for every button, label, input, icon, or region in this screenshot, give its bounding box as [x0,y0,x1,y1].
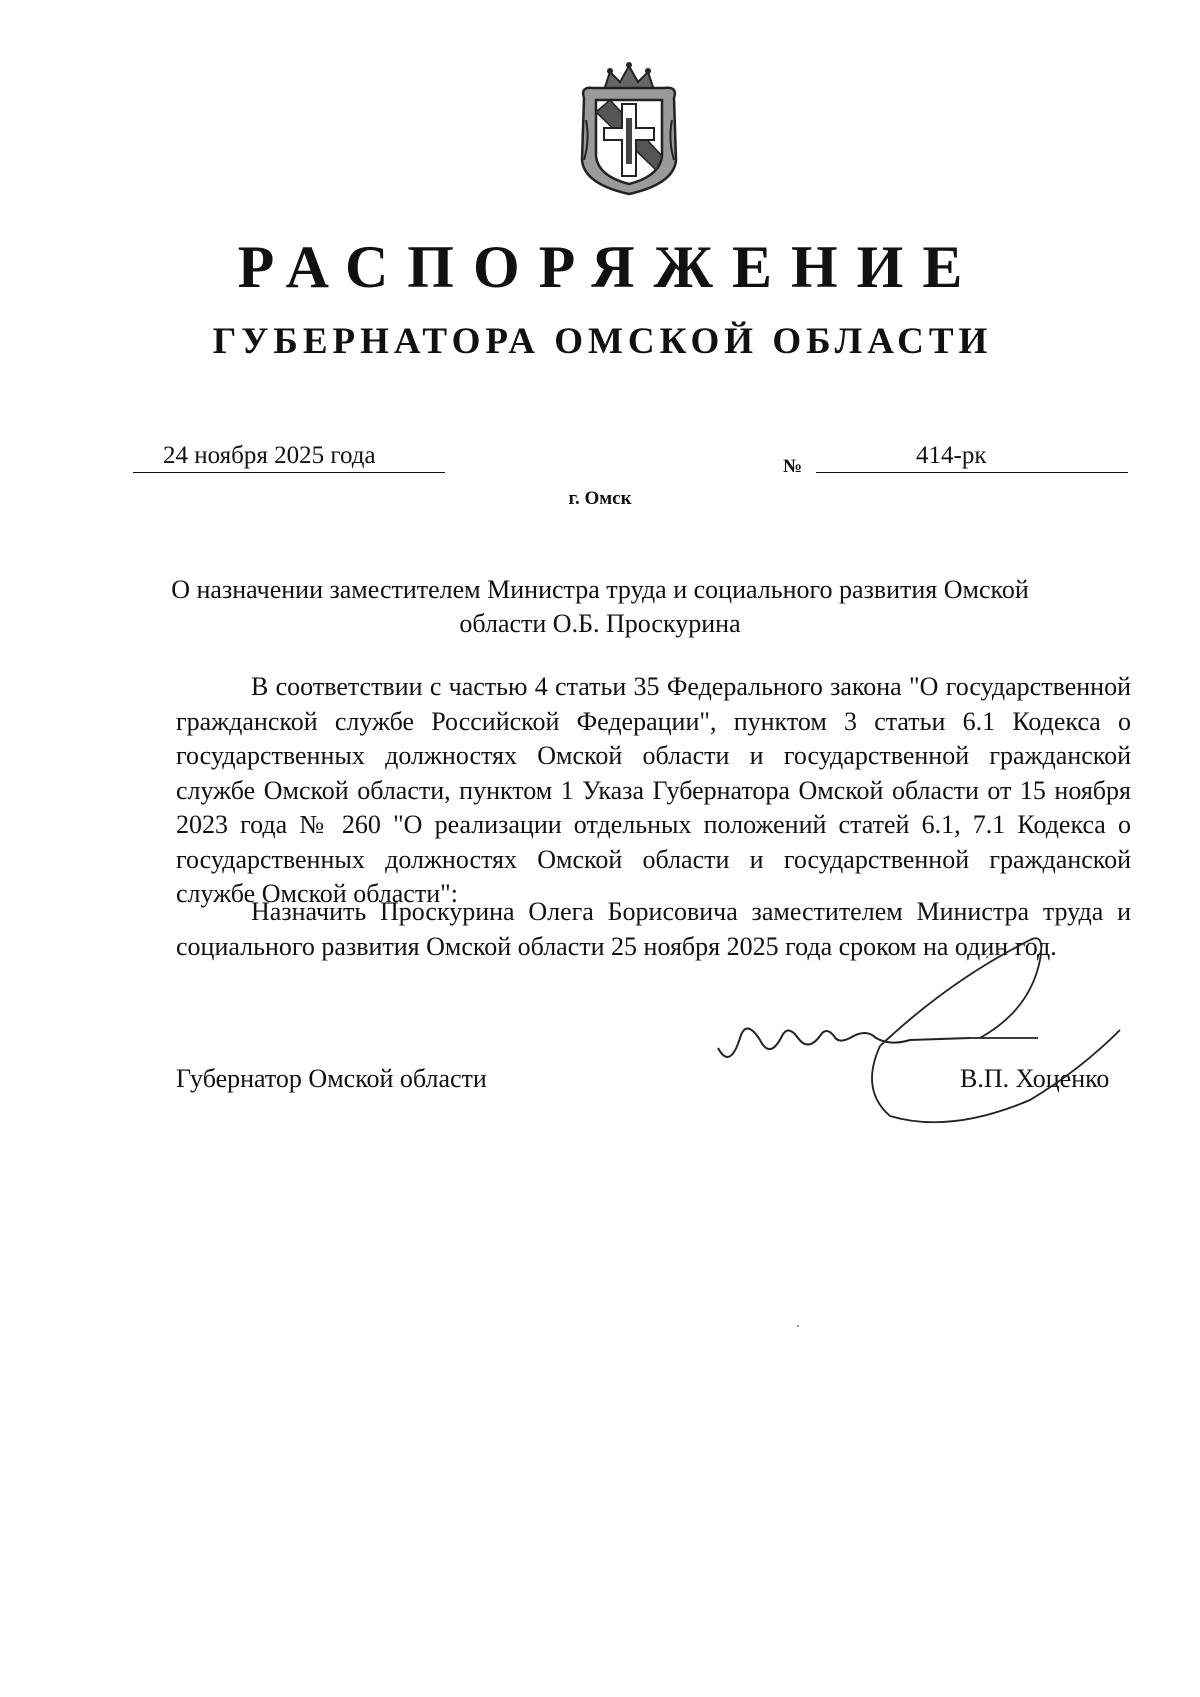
document-subject: О назначении заместителем Министра труда и социального развития Омской области О.Б. Проскурина [171,575,1029,638]
document-type-heading: РАСПОРЯЖЕНИЕ [237,234,982,300]
document-number: 414-рк [816,440,1128,473]
coat-of-arms-icon [570,60,688,198]
body-paragraph-appointment: Назначить Проскурина Олега Борисовича заместителем Министра труда и социального развития Омской области 25 ноября 2025 года сроком на один год. [176,897,1131,961]
handwritten-signature-icon [700,920,1140,1140]
signatory-name: В.П. Хоценко [960,1064,1110,1093]
number-sign: № [783,456,803,477]
scan-speck [797,1325,799,1327]
document-date: 24 ноября 2025 года [133,440,445,473]
body-paragraph-legal-basis: В соответствии с частью 4 статьи 35 Федерального закона "О государственной гражданской службе Российской Федерации", пунктом 3 статьи 6.1 Кодекса о государственных должностях Омской области и государственной гражданской службе Омской области, пунктом 1 Указа Губернатора Омской области от 15 ноября 2023 года № 260 "О реализации отдельных положений статей 6.1, 7.1 Кодекса о государственных должностях Омской области и государственной гражданской службе Омской области": [176,672,1131,908]
issue-city: г. Омск [568,488,632,509]
signatory-position: Губернатор Омской области [176,1064,487,1093]
issuer-heading: ГУБЕРНАТОРА ОМСКОЙ ОБЛАСТИ [212,321,993,362]
